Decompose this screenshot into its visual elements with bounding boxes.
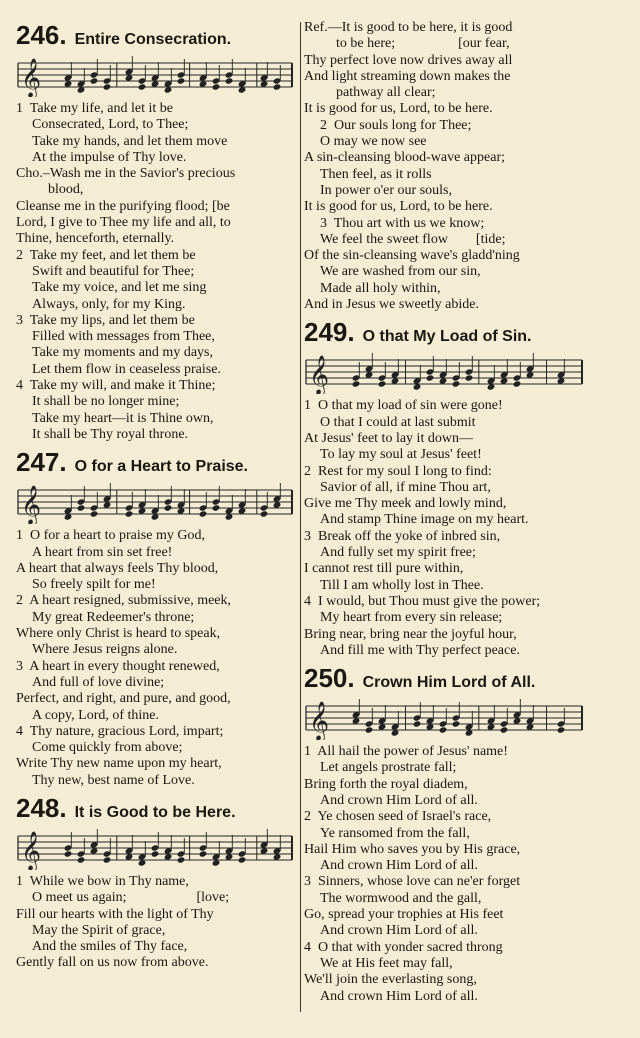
music-staff bbox=[16, 828, 296, 870]
hymn-title: O that My Load of Sin. bbox=[362, 328, 532, 346]
verse-line: Till I am wholly lost in Thee. bbox=[320, 577, 484, 593]
verse-line: Thy new, best name of Love. bbox=[32, 772, 195, 788]
verse-line: At the impulse of Thy love. bbox=[32, 149, 187, 165]
music-staff bbox=[304, 352, 586, 394]
verse-line: 3 Thou art with us we know; bbox=[320, 215, 485, 231]
verse-line: Take my heart—it is Thine own, bbox=[32, 410, 214, 426]
note-head bbox=[64, 850, 73, 857]
verse-line: 1 All hail the power of Jesus' name! bbox=[304, 744, 508, 760]
verse-line: My great Redeemer's throne; bbox=[32, 609, 195, 625]
verse-line: Go, spread your trophies at His feet bbox=[304, 907, 504, 923]
verse-line: At Jesus' feet to lay it down— bbox=[304, 430, 473, 446]
verse-line: Filled with messages from Thee, bbox=[32, 329, 215, 345]
verse-line: Ref.—It is good to be here, it is good bbox=[304, 20, 513, 35]
verse-line: 3 Sinners, whose love can ne'er forget bbox=[304, 874, 521, 890]
verse-line: Made all holy within, bbox=[320, 280, 441, 296]
verse-line: Fill our hearts with the light of Thy bbox=[16, 906, 214, 922]
note-head bbox=[177, 77, 186, 84]
verse-line: We at His feet may fall, bbox=[320, 955, 453, 971]
verse-line: 2 Rest for my soul I long to find: bbox=[304, 463, 492, 479]
music-staff bbox=[304, 698, 586, 740]
verse-line: Ye ransomed from the fall, bbox=[320, 825, 470, 841]
verse-line: Bring near, bring near the joyful hour, bbox=[304, 626, 517, 642]
verse-line: 1 Take my life, and let it be bbox=[16, 101, 173, 116]
note-head bbox=[426, 375, 435, 382]
note-head bbox=[238, 856, 247, 863]
verse-line: And in Jesus we sweetly abide. bbox=[304, 297, 479, 313]
hymn-247 bbox=[16, 447, 298, 789]
note-head bbox=[199, 511, 208, 518]
verse-line: May the Spirit of grace, bbox=[32, 922, 166, 938]
verse-line: So freely spilt for me! bbox=[32, 577, 156, 593]
verse-line: Savior of all, if mine Thou art, bbox=[320, 479, 491, 495]
verse-line: Thy perfect love now drives away all bbox=[304, 52, 513, 68]
verse-line: Thine, henceforth, eternally. bbox=[16, 231, 175, 247]
note-head bbox=[77, 856, 86, 863]
hymn-verses bbox=[16, 528, 298, 789]
hymn-verses bbox=[16, 101, 298, 443]
treble-clef-icon: 𝄞 bbox=[21, 830, 42, 870]
verse-line: And crown Him Lord of all. bbox=[320, 792, 478, 808]
note-head bbox=[513, 381, 522, 388]
verse-line: It is good for us, Lord, to be here. bbox=[304, 101, 493, 117]
verse-line: And fully set my spirit free; bbox=[320, 545, 476, 561]
verse-line: Take my voice, and let me sing bbox=[32, 280, 207, 296]
hymn-number: 250. bbox=[304, 663, 355, 694]
note-head bbox=[260, 511, 269, 518]
verse-line: Of the sin-cleansing wave's gladd'ning bbox=[304, 248, 520, 264]
column-divider bbox=[300, 22, 301, 1012]
verse-line: Perfect, and right, and pure, and good, bbox=[16, 691, 231, 707]
hymn-title: It is Good to be Here. bbox=[74, 803, 236, 821]
verse-line: We are washed from our sin, bbox=[320, 264, 481, 280]
verse-line: My heart from every sin release; bbox=[320, 610, 503, 626]
note-head bbox=[90, 511, 99, 518]
verse-line: pathway all clear; bbox=[336, 85, 436, 101]
hymn-header bbox=[304, 663, 588, 694]
note-head bbox=[212, 505, 221, 512]
verse-line: The wormwood and the gall, bbox=[320, 890, 482, 906]
hymn-246 bbox=[16, 20, 298, 443]
note-head bbox=[273, 83, 282, 90]
treble-clef-icon: 𝄞 bbox=[309, 701, 330, 741]
verse-line: We feel the sweet flow [tide; bbox=[320, 231, 506, 247]
hymn-number: 247. bbox=[16, 447, 67, 478]
right-column bbox=[304, 20, 588, 1005]
verse-line: A copy, Lord, of thine. bbox=[32, 707, 160, 723]
note-head bbox=[103, 856, 112, 863]
verse-line: Where only Christ is heard to speak, bbox=[16, 626, 221, 642]
note-head bbox=[365, 726, 374, 733]
note-head bbox=[378, 381, 387, 388]
hymn-248 bbox=[16, 793, 298, 972]
verse-line: I cannot rest till pure within, bbox=[304, 561, 464, 577]
verse-line: It shall be no longer mine; bbox=[32, 394, 180, 410]
verse-line: Cho.–Wash me in the Savior's precious bbox=[16, 166, 236, 182]
note-head bbox=[138, 83, 147, 90]
verse-line: A heart from sin set free! bbox=[32, 544, 173, 560]
verse-line: And the smiles of Thy face, bbox=[32, 939, 188, 955]
hymn-title: Crown Him Lord of All. bbox=[362, 674, 536, 692]
verse-line: 4 Thy nature, gracious Lord, impart; bbox=[16, 723, 224, 739]
hymn-248-continued bbox=[304, 20, 588, 313]
note-head bbox=[500, 726, 509, 733]
hymn-header bbox=[16, 793, 298, 824]
verse-line: Lord, I give to Thee my life and all, to bbox=[16, 215, 231, 231]
verse-line: 2 Take my feet, and let them be bbox=[16, 247, 196, 263]
verse-line: Where Jesus reigns alone. bbox=[32, 642, 178, 658]
verse-line: To lay my soul at Jesus' feet! bbox=[320, 447, 482, 463]
note-head bbox=[465, 375, 474, 382]
verse-line: blood, bbox=[48, 182, 84, 198]
verse-line: Gently fall on us now from above. bbox=[16, 955, 209, 971]
note-head bbox=[212, 83, 221, 90]
verse-line: 4 Take my will, and make it Thine; bbox=[16, 378, 216, 394]
verse-line: And crown Him Lord of all. bbox=[320, 923, 478, 939]
verse-line: 1 O for a heart to praise my God, bbox=[16, 528, 205, 544]
verse-line: In power o'er our souls, bbox=[320, 182, 452, 198]
verse-line: 3 Break off the yoke of inbred sin, bbox=[304, 528, 501, 544]
note-head bbox=[177, 856, 186, 863]
note-head bbox=[103, 83, 112, 90]
verse-line: 4 O that with yonder sacred throng bbox=[304, 939, 503, 955]
note-head bbox=[199, 850, 208, 857]
note-head bbox=[125, 511, 134, 518]
verse-line: A sin-cleansing blood-wave appear; bbox=[304, 150, 505, 166]
verse-line: And stamp Thine image on my heart. bbox=[320, 512, 529, 528]
verse-line: Consecrated, Lord, to Thee; bbox=[32, 117, 189, 133]
hymn-title: O for a Heart to Praise. bbox=[74, 458, 248, 476]
verse-line: And fill me with Thy perfect peace. bbox=[320, 642, 520, 658]
verse-line: Take my hands, and let them move bbox=[32, 133, 228, 149]
verse-line: Take my moments and my days, bbox=[32, 345, 213, 361]
hymn-249 bbox=[304, 317, 588, 659]
hymn-header bbox=[16, 20, 298, 51]
verse-line: 3 Take my lips, and let them be bbox=[16, 312, 195, 328]
note-head bbox=[90, 77, 99, 84]
music-staff bbox=[16, 482, 296, 524]
note-head bbox=[77, 505, 86, 512]
verse-line: to be here; [our fear, bbox=[336, 36, 510, 52]
hymn-250 bbox=[304, 663, 588, 1005]
verse-line: Come quickly from above; bbox=[32, 740, 183, 756]
verse-line: Hail Him who saves you by His grace, bbox=[304, 841, 521, 857]
note-head bbox=[439, 726, 448, 733]
treble-clef-icon: 𝄞 bbox=[309, 355, 330, 395]
verse-line: Swift and beautiful for Thee; bbox=[32, 263, 195, 279]
verse-line: We'll join the everlasting song, bbox=[304, 972, 477, 988]
note-head bbox=[225, 77, 234, 84]
verse-line: 4 I would, but Thou must give the power; bbox=[304, 593, 541, 609]
verse-line: Let them flow in ceaseless praise. bbox=[32, 361, 221, 377]
hymn-verses bbox=[16, 874, 298, 972]
verse-line: Give me Thy meek and lowly mind, bbox=[304, 496, 507, 512]
verse-line: And crown Him Lord of all. bbox=[320, 988, 478, 1004]
verse-line: 2 Ye chosen seed of Israel's race, bbox=[304, 809, 492, 825]
verse-line: Let angels prostrate fall; bbox=[320, 760, 457, 776]
verse-line: O may we now see bbox=[320, 134, 427, 150]
verse-line: 1 O that my load of sin were gone! bbox=[304, 398, 503, 414]
hymn-number: 248. bbox=[16, 792, 67, 823]
verse-line: O meet us again; [love; bbox=[32, 890, 230, 906]
hymn-title: Entire Consecration. bbox=[74, 31, 232, 48]
verse-line: Cleanse me in the purifying flood; [be bbox=[16, 198, 230, 214]
note-head bbox=[164, 505, 173, 512]
hymn-number: 246. bbox=[16, 20, 67, 50]
verse-line: It shall be Thy royal throne. bbox=[32, 426, 189, 442]
verse-line: 1 While we bow in Thy name, bbox=[16, 873, 189, 889]
note-head bbox=[352, 381, 361, 388]
verse-line: Then feel, as it rolls bbox=[320, 166, 432, 182]
verse-line: And full of love divine; bbox=[32, 674, 165, 690]
note-head bbox=[452, 720, 461, 727]
verse-line: 2 Our souls long for Thee; bbox=[320, 117, 472, 133]
verse-line: 3 A heart in every thought renewed, bbox=[16, 658, 220, 674]
music-staff bbox=[16, 55, 296, 97]
verse-line: O that I could at last submit bbox=[320, 414, 476, 430]
verse-line: 2 A heart resigned, submissive, meek, bbox=[16, 593, 232, 609]
left-column bbox=[16, 20, 298, 972]
note-head bbox=[413, 720, 422, 727]
treble-clef-icon: 𝄞 bbox=[21, 485, 42, 525]
note-head bbox=[452, 381, 461, 388]
treble-clef-icon: 𝄞 bbox=[21, 58, 42, 97]
verse-line: And crown Him Lord of all. bbox=[320, 858, 478, 874]
verse-line: Bring forth the royal diadem, bbox=[304, 776, 468, 792]
hymn-verses bbox=[304, 398, 588, 659]
verse-line: Always, only, for my King. bbox=[32, 296, 186, 312]
note-head bbox=[557, 726, 566, 733]
verse-line: And light streaming down makes the bbox=[304, 68, 511, 84]
hymn-number: 249. bbox=[304, 317, 355, 348]
verse-line: It is good for us, Lord, to be here. bbox=[304, 199, 493, 215]
hymn-header bbox=[16, 447, 298, 478]
hymn-verses bbox=[304, 744, 588, 1005]
hymn-header bbox=[304, 317, 588, 348]
note-head bbox=[151, 850, 160, 857]
verse-line: Write Thy new name upon my heart, bbox=[16, 756, 222, 772]
verse-line: A heart that always feels Thy blood, bbox=[16, 560, 219, 576]
